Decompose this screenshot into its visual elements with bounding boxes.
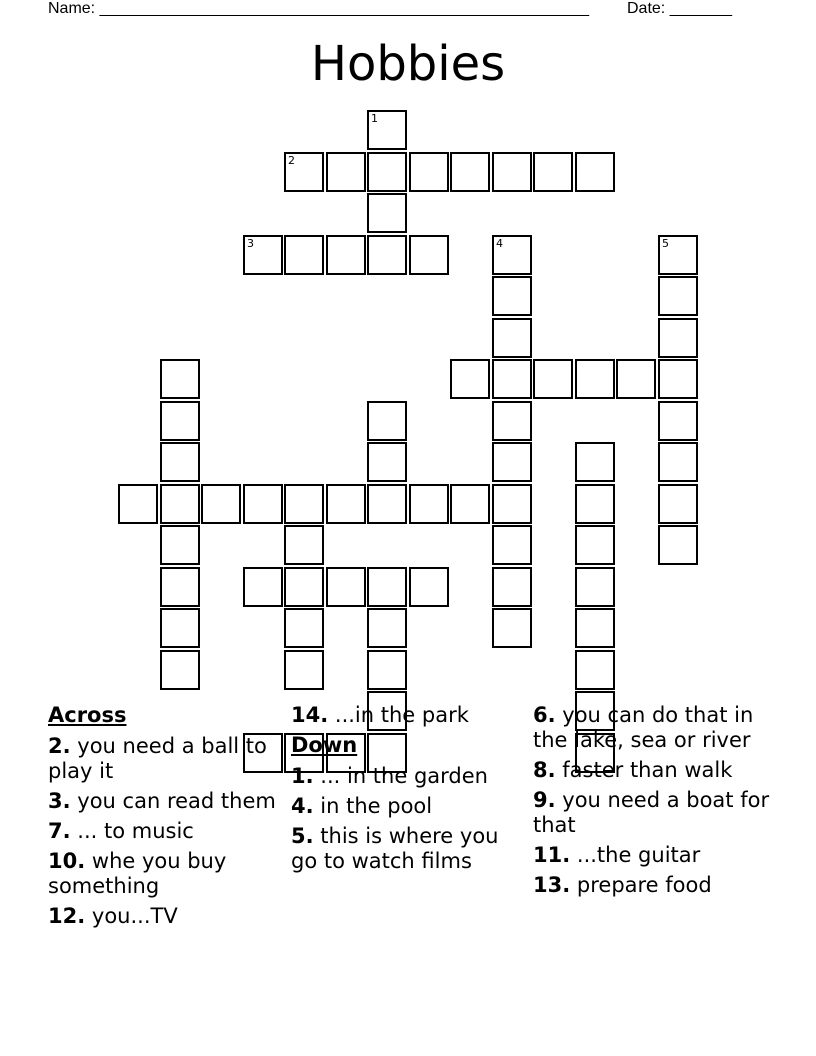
across-heading: Across <box>48 703 127 727</box>
clue-number: 5 <box>662 237 669 250</box>
grid-cell[interactable] <box>367 152 407 192</box>
grid-cell[interactable] <box>492 235 532 275</box>
date-field-label: Date: _______ <box>627 0 732 17</box>
grid-cell[interactable] <box>243 567 283 607</box>
grid-cell[interactable] <box>367 235 407 275</box>
clue-number: 1 <box>371 112 378 125</box>
grid-cell[interactable] <box>160 401 200 441</box>
page-title: Hobbies <box>310 36 506 92</box>
clues-column-1 <box>48 703 278 934</box>
grid-cell[interactable] <box>284 235 324 275</box>
clue-down-6: 6. you can do that in the lake, sea or river <box>533 703 754 752</box>
down-heading: Down <box>291 733 358 757</box>
grid-cell[interactable] <box>658 318 698 358</box>
grid-cell[interactable] <box>118 484 158 524</box>
grid-cell[interactable] <box>160 650 200 690</box>
grid-cell[interactable] <box>492 318 532 358</box>
clue-down-4: 4. in the pool <box>291 794 433 818</box>
clue-across-7: 7. ... to music <box>48 819 194 843</box>
clue-across-14: 14. ...in the park <box>291 703 469 727</box>
grid-cell[interactable] <box>658 359 698 399</box>
grid-cell[interactable] <box>367 650 407 690</box>
grid-cell[interactable] <box>284 608 324 648</box>
grid-cell[interactable] <box>160 567 200 607</box>
grid-cell[interactable] <box>326 152 366 192</box>
grid-cell[interactable] <box>409 567 449 607</box>
grid-cell[interactable] <box>409 235 449 275</box>
grid-cell[interactable] <box>367 110 407 150</box>
grid-cell[interactable] <box>575 650 615 690</box>
grid-cell[interactable] <box>658 276 698 316</box>
grid-cell[interactable] <box>160 608 200 648</box>
grid-cell[interactable] <box>575 359 615 399</box>
grid-cell[interactable] <box>284 152 324 192</box>
grid-cell[interactable] <box>658 401 698 441</box>
grid-cell[interactable] <box>492 359 532 399</box>
grid-cell[interactable] <box>160 442 200 482</box>
grid-cell[interactable] <box>492 484 532 524</box>
grid-cell[interactable] <box>616 359 656 399</box>
grid-cell[interactable] <box>160 484 200 524</box>
clue-number: 4 <box>496 237 503 250</box>
grid-cell[interactable] <box>492 608 532 648</box>
grid-cell[interactable] <box>450 359 490 399</box>
grid-cell[interactable] <box>492 567 532 607</box>
grid-cell[interactable] <box>575 484 615 524</box>
grid-cell[interactable] <box>658 525 698 565</box>
grid-cell[interactable] <box>492 152 532 192</box>
clues-column-2 <box>291 703 506 879</box>
grid-cell[interactable] <box>658 484 698 524</box>
clue-down-8: 8. faster than walk <box>533 758 733 782</box>
clues-column-3 <box>533 703 793 903</box>
grid-cell[interactable] <box>575 525 615 565</box>
grid-cell[interactable] <box>409 484 449 524</box>
grid-cell[interactable] <box>492 442 532 482</box>
grid-cell[interactable] <box>284 484 324 524</box>
grid-cell[interactable] <box>367 608 407 648</box>
grid-cell[interactable] <box>367 193 407 233</box>
grid-cell[interactable] <box>243 235 283 275</box>
clue-across-2: 2. you need a ball to play it <box>48 734 267 783</box>
clue-number: 3 <box>247 237 254 250</box>
clue-down-13: 13. prepare food <box>533 873 712 897</box>
grid-cell[interactable] <box>492 525 532 565</box>
clue-down-5: 5. this is where you go to watch films <box>291 824 499 873</box>
grid-cell[interactable] <box>533 152 573 192</box>
grid-cell[interactable] <box>243 484 283 524</box>
grid-cell[interactable] <box>575 442 615 482</box>
grid-cell[interactable] <box>492 401 532 441</box>
grid-cell[interactable] <box>492 276 532 316</box>
name-field-label: Name: _______________________________________________________ <box>48 0 589 17</box>
grid-cell[interactable] <box>367 484 407 524</box>
grid-cell[interactable] <box>367 567 407 607</box>
grid-cell[interactable] <box>575 567 615 607</box>
grid-cell[interactable] <box>284 567 324 607</box>
clue-across-3: 3. you can read them <box>48 789 276 813</box>
grid-cell[interactable] <box>575 152 615 192</box>
grid-cell[interactable] <box>326 235 366 275</box>
clue-number: 2 <box>288 154 295 167</box>
grid-cell[interactable] <box>450 484 490 524</box>
grid-cell[interactable] <box>326 484 366 524</box>
grid-cell[interactable] <box>658 442 698 482</box>
grid-cell[interactable] <box>367 442 407 482</box>
grid-cell[interactable] <box>284 525 324 565</box>
clue-across-10: 10. whe you buy something <box>48 849 227 898</box>
clue-down-11: 11. ...the guitar <box>533 843 701 867</box>
grid-cell[interactable] <box>450 152 490 192</box>
grid-cell[interactable] <box>367 401 407 441</box>
grid-cell[interactable] <box>533 359 573 399</box>
clue-across-12: 12. you...TV <box>48 904 178 928</box>
grid-cell[interactable] <box>160 359 200 399</box>
grid-cell[interactable] <box>284 650 324 690</box>
clue-down-1: 1. ... in the garden <box>291 764 488 788</box>
grid-cell[interactable] <box>658 235 698 275</box>
grid-cell[interactable] <box>575 608 615 648</box>
grid-cell[interactable] <box>409 152 449 192</box>
grid-cell[interactable] <box>201 484 241 524</box>
grid-cell[interactable] <box>160 525 200 565</box>
clue-down-9: 9. you need a boat for that <box>533 788 770 837</box>
grid-cell[interactable] <box>326 567 366 607</box>
